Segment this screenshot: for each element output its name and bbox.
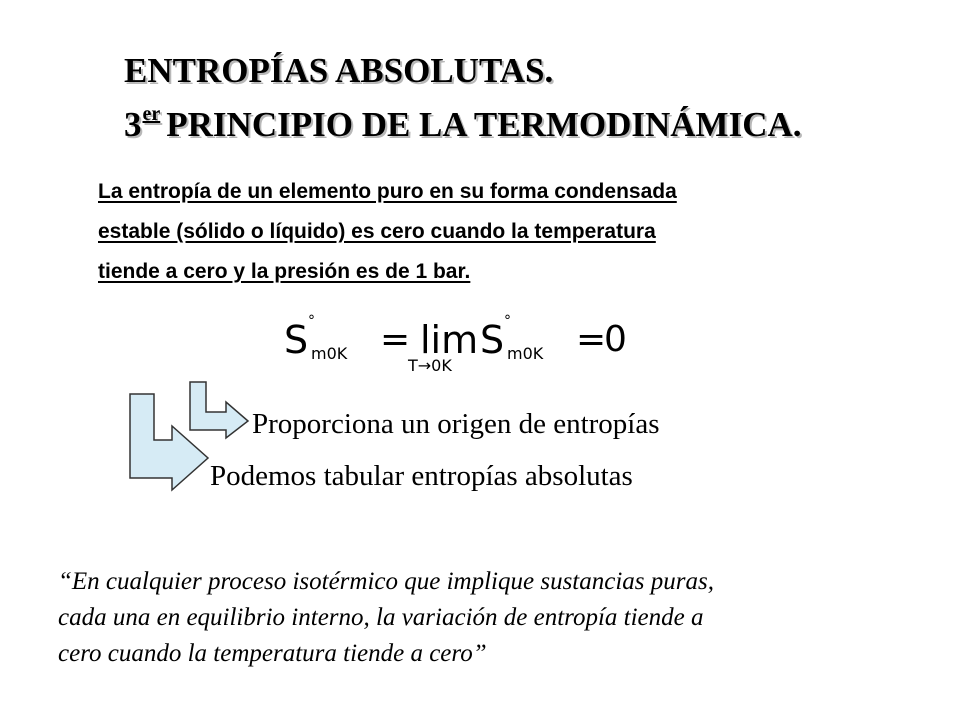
nernst-quote [58,564,938,672]
quote-line: cero cuando la temperatura tiende a cero” [58,640,487,667]
title-principle-number: 3 [124,105,142,144]
formula-lim-subscript: T→0K [408,356,452,375]
quote-line: “En cualquier proceso isotérmico que implique sustancias puras, [58,568,714,595]
bullet-entropy-origin: Proporciona un origen de entropías [252,408,660,440]
formula-subscript: m0K [311,344,348,363]
slide-title-line1: ENTROPÍAS ABSOLUTAS. [124,51,554,90]
statement-line: estable (sólido o líquido) es cero cuando la temperatura [98,220,656,243]
formula-entropy-symbol: S [480,318,505,362]
quote-line: cada una en equilibrio interno, la variación de entropía tiende a [58,604,704,631]
bent-arrow-icon [124,390,214,498]
bullet-tabulate-entropies: Podemos tabular entropías absolutas [210,460,633,492]
formula-subscript: m0K [507,344,544,363]
formula-standard-degree: ° [504,313,511,329]
title-principle-name: PRINCIPIO DE LA TERMODINÁMICA. [166,105,802,144]
formula-lim: lim [420,318,479,362]
title-ordinal-superscript: er [142,103,161,125]
statement-line: La entropía de un elemento puro en su forma condensada [98,180,677,203]
slide-title-line2 [124,95,802,144]
statement-line: tiende a cero y la presión es de 1 bar. [98,260,471,283]
formula-zero: 0 [604,319,627,360]
formula-entropy-symbol: S [284,318,309,362]
third-law-statement [98,172,898,292]
formula-equals: = [380,319,411,360]
formula-standard-degree: ° [308,313,315,329]
formula-equals: = [576,319,607,360]
